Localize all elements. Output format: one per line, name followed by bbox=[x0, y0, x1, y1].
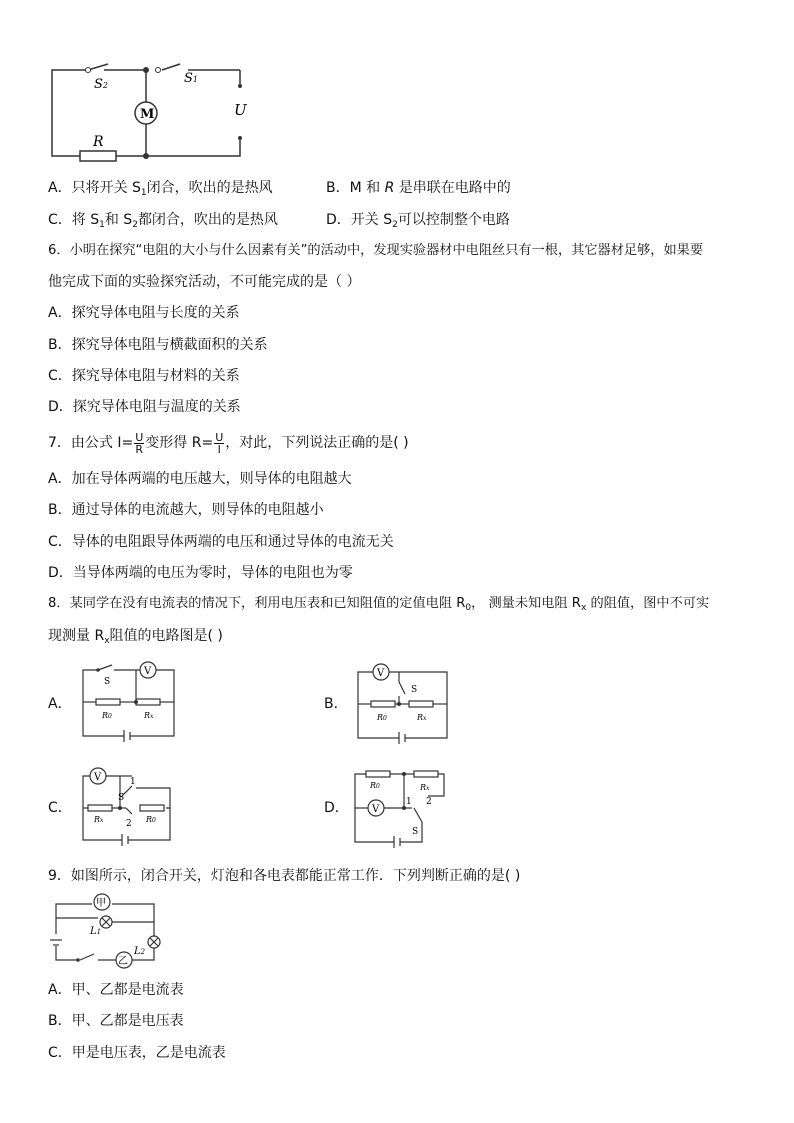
q5-option-c: C．将 $S_1$和 $S_2$都闭合，吹出的是热风 bbox=[48, 212, 278, 230]
q8-stem-line2: 现测量 $R_x$阻值的电路图是( ) bbox=[48, 628, 223, 646]
svg-text:甲: 甲 bbox=[96, 898, 106, 909]
q8-circuit-d bbox=[352, 764, 452, 850]
svg-text:V: V bbox=[144, 666, 152, 677]
svg-text:S: S bbox=[411, 685, 418, 695]
motor-label: M bbox=[140, 107, 155, 122]
q6-option-c: C．探究导体电阻与材料的关系 bbox=[48, 368, 240, 384]
svg-text:2: 2 bbox=[126, 819, 132, 829]
q7-option-a: A．加在导体两端的电压越大，则导体的电阻越大 bbox=[48, 471, 352, 487]
q8-stem-line1: 8．某同学在没有电流表的情况下，利用电压表和已知阻值的定值电阻 $R_0$， 测量未知电阻 $R_x$ 的阻值，图中不可实 bbox=[48, 596, 710, 613]
svg-text:V: V bbox=[377, 668, 385, 679]
q6-option-a: A．探究导体电阻与长度的关系 bbox=[48, 305, 240, 321]
svg-text:Rx: Rx bbox=[417, 713, 427, 722]
q7-fraction-2: $\frac{U}{I}$ bbox=[215, 430, 224, 456]
u-label: U bbox=[234, 101, 247, 119]
svg-text:S: S bbox=[104, 677, 111, 687]
q8-circuit-a bbox=[78, 658, 178, 744]
q5-circuit-diagram bbox=[48, 58, 258, 168]
svg-text:S: S bbox=[412, 827, 419, 837]
q5-option-b: B．M 和 R 是串联在电路中的 bbox=[326, 180, 511, 196]
q7-option-d: D．当导体两端的电压为零时，导体的电阻也为零 bbox=[48, 565, 353, 581]
q9-option-c: C．甲是电压表，乙是电流表 bbox=[48, 1045, 226, 1061]
q9-stem: 9．如图所示，闭合开关，灯泡和各电表都能正常工作．下列判断正确的是( ) bbox=[48, 868, 521, 884]
svg-text:乙: 乙 bbox=[118, 956, 128, 967]
q9-option-a: A．甲、乙都是电流表 bbox=[48, 982, 184, 998]
svg-text:1: 1 bbox=[406, 797, 412, 807]
svg-text:Rx: Rx bbox=[94, 815, 104, 824]
svg-text:R0: R0 bbox=[370, 781, 380, 790]
svg-text:Rx: Rx bbox=[144, 711, 154, 720]
q5-option-d: D．开关 $S_2$可以控制整个电路 bbox=[326, 212, 510, 230]
svg-text:R0: R0 bbox=[377, 713, 387, 722]
svg-text:V: V bbox=[372, 804, 380, 815]
q7-option-b: B．通过导体的电流越大，则导体的电阻越小 bbox=[48, 502, 324, 518]
q8-circuit-c bbox=[78, 762, 178, 848]
q9-option-b: B．甲、乙都是电压表 bbox=[48, 1013, 184, 1029]
q6-stem-line1: 6．小明在探究“电阻的大小与什么因素有关”的活动中，发现实验器材中电阻丝只有一根，其它器材足够，如果要 bbox=[48, 243, 704, 258]
q6-option-b: B．探究导体电阻与横截面积的关系 bbox=[48, 337, 268, 353]
q8-label-b: B． bbox=[324, 696, 348, 712]
s1-label: S1 bbox=[184, 71, 198, 86]
q6-stem-line2: 他完成下面的实验探究活动，不可能完成的是（ ） bbox=[48, 274, 361, 290]
r-label: R bbox=[93, 134, 104, 150]
q6-option-d: D．探究导体电阻与温度的关系 bbox=[48, 399, 241, 415]
q8-label-a: A． bbox=[48, 696, 72, 712]
svg-text:1: 1 bbox=[130, 777, 136, 787]
svg-text:2: 2 bbox=[426, 797, 432, 807]
q5-option-a: A．只将开关 $S_1$闭合，吹出的是热风 bbox=[48, 180, 273, 198]
svg-text:S: S bbox=[118, 793, 125, 803]
q8-label-c: C． bbox=[48, 800, 72, 816]
svg-text:L1: L1 bbox=[90, 926, 102, 937]
q8-label-d: D． bbox=[324, 800, 349, 816]
s2-label: S2 bbox=[94, 77, 108, 92]
q7-option-c: C．导体的电阻跟导体两端的电压和通过导体的电流无关 bbox=[48, 534, 394, 550]
svg-text:Rx: Rx bbox=[420, 783, 430, 792]
q9-circuit-diagram bbox=[46, 890, 162, 970]
q7-fraction-1: $\frac{U}{R}$ bbox=[135, 430, 144, 456]
svg-text:L2: L2 bbox=[134, 946, 146, 957]
svg-text:R0: R0 bbox=[102, 711, 112, 720]
svg-text:V: V bbox=[94, 772, 102, 783]
q7-stem: 7．由公式 I= $\frac{U}{R}$ 变形得 R= $\frac{U}{I}$ ，对此，下列说法正确的是( ) bbox=[48, 430, 409, 456]
svg-text:R0: R0 bbox=[146, 815, 156, 824]
q8-circuit-b bbox=[355, 660, 455, 746]
